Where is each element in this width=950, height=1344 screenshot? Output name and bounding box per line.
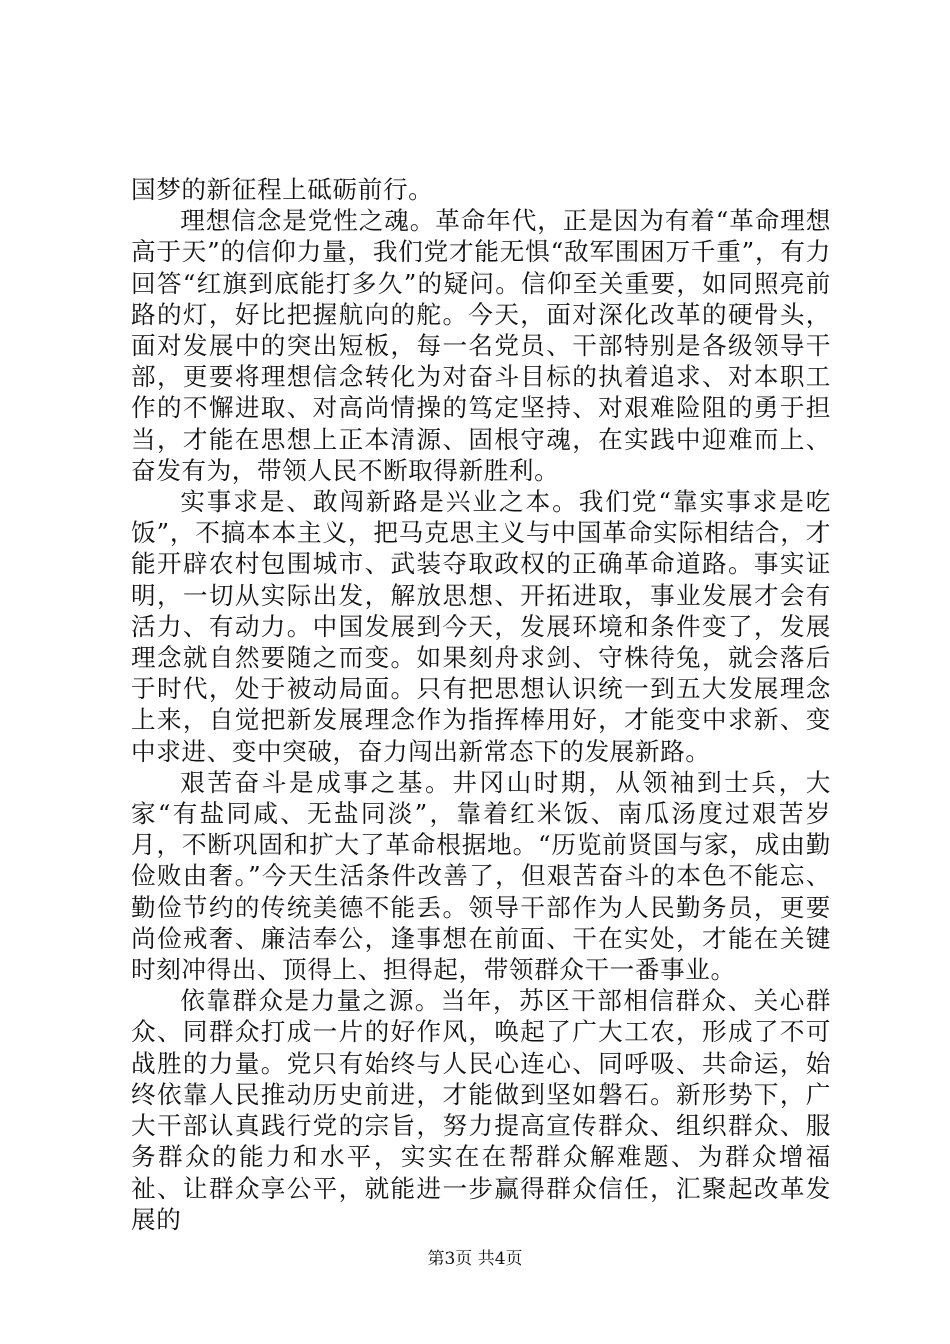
paragraph-continuation: 国梦的新征程上砥砺前行。 [131, 175, 434, 204]
paragraph-ideals-faith: 理想信念是党性之魂。革命年代，正是因为有着“革命理想高于天”的信仰力量，我们党才能无惧“敌军围困万千重”，有力回答“红旗到底能打多久”的疑问。信仰至关重要，如同照亮前路的灯，好比把握航向的舵。今天，面对深化改革的硬骨头，面对发展中的突出短板，每一名党员、干部特别是各级领导干部，更要将理想信念转化为对奋斗目标的执着追求、对本职工作的不懈进取、对高尚情操的笃定坚持、对艰难险阻的勇于担当，才能在思想上正本清源、固根守魂，在实践中迎难而上、奋发有为，带领人民不断取得新胜利。 [131, 206, 831, 485]
paragraph-rely-on-masses: 依靠群众是力量之源。当年，苏区干部相信群众、关心群众、同群众打成一片的好作风，唤起了广大工农，形成了不可战胜的力量。党只有始终与人民心连心、同呼吸、共命运，始终依靠人民推动历史前进，才能做到坚如磐石。新形势下，广大干部认真践行党的宗旨，努力提高宣传群众、组织群众、服务群众的能力和水平，实实在在帮群众解难题、为群众增福祉、让群众享公平，就能进一步赢得群众信任，汇聚起改革发展的 [131, 986, 831, 1234]
page-number-footer: 第3页 共4页 [427, 1249, 523, 1269]
paragraph-hard-work: 艰苦奋斗是成事之基。井冈山时期，从领袖到士兵，大家“有盐同咸、无盐同淡”，靠着红米饭、南瓜汤度过艰苦岁月，不断巩固和扩大了革命根据地。“历览前贤国与家，成由勤俭败由奢。”今天生活条件改善了，但艰苦奋斗的本色不能忘、勤俭节约的传统美德不能丢。领导干部作为人民勤务员，更要尚俭戒奢、廉洁奉公，逢事想在前面、干在实处，才能在关键时刻冲得出、顶得上、担得起，带领群众干一番事业。 [131, 767, 831, 985]
paragraph-seek-truth: 实事求是、敢闯新路是兴业之本。我们党“靠实事求是吃饭”，不搞本本主义，把马克思主义与中国革命实际相结合，才能开辟农村包围城市、武装夺取政权的正确革命道路。事实证明，一切从实际出发，解放思想、开拓进取，事业发展才会有活力、有动力。中国发展到今天，发展环境和条件变了，发展理念就自然要随之而变。如果刻舟求剑、守株待兔，就会落后于时代，处于被动局面。只有把思想认识统一到五大发展理念上来，自觉把新发展理念作为指挥棒用好，才能变中求新、变中求进、变中突破，奋力闯出新常态下的发展新路。 [131, 487, 831, 766]
document-body [131, 174, 831, 1235]
